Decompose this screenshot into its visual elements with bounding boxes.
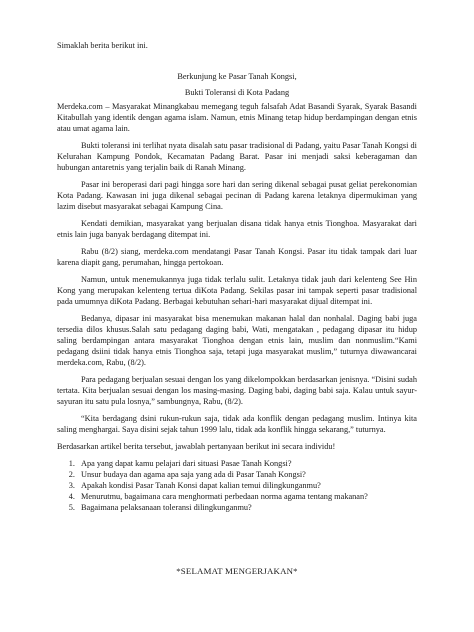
paragraph: Namun, untuk menemukannya juga tidak terlalu sulit. Letaknya tidak jauh dari kelenteng See Hin Kong yang merupakan kelenteng tertua diKota Padang. Sekilas pasar ini tampak seperti pasar tradisional pada umumnya diKota Padang. Berbagai kebutuhan sehari-hari masyarakat dijual ditempat ini.: [57, 275, 417, 306]
question-item: 2. Unsur budaya dan agama apa saja yang ada di Pasar Tanah Kongsi?: [77, 469, 417, 480]
paragraph: Bedanya, dipasar ini masyarakat bisa menemukan makanan halal dan nonhalal. Daging babi juga tersedia dilos khusus.Salah satu pedagang daging babi, Wati, mengatakan , pedagang dipasar itu hidup saling berdampingan antara masyarakat Tionghoa dengan etnis lain, muslim dan nonmuslim.“Kami pedagang dsiini tidak hanya etnis Tionghoa saja, tetapi juga masyarakat muslim,” tuturnya diwawancarai merdeka.com, Rabu, (8/2).: [57, 314, 417, 367]
closing-text: *SELAMAT MENGERJAKAN*: [176, 566, 298, 576]
question-item: 3. Apakah kondisi Pasar Tanah Konsi dapat kalian temui dilingkunganmu?: [77, 480, 417, 491]
question-item: 5. Bagaimana pelaksanaan toleransi dilingkunganmu?: [77, 502, 417, 513]
intro-text: Simaklah berita berikut ini.: [57, 41, 148, 50]
article-body: [57, 101, 417, 513]
paragraph: Pasar ini beroperasi dari pagi hingga sore hari dan sering dikenal sebagai pusat geliat perekonomian Kota Padang. Kawasan ini juga dikenal sebagai pecinan di Padang karena letaknya dipermukiman yang lazim disebut masyarakat sebagai Kampung Cina.: [57, 180, 417, 211]
paragraph: Kendati demikian, masyarakat yang berjualan disana tidak hanya etnis Tionghoa. Masyarakat dari etnis lain juga banyak berdagang ditempat ini.: [57, 219, 417, 239]
paragraph: Bukti toleransi ini terlihat nyata disalah satu pasar tradisional di Padang, yaitu Pasar Tanah Kongsi di Kelurahan Kampung Pondok, Kecamatan Padang Barat. Pasar ini menjadi saksi keberagaman dan hubungan antaretnis yang terjalin baik di Ranah Minang.: [57, 141, 417, 172]
paragraph: Merdeka.com – Masyarakat Minangkabau memegang teguh falsafah Adat Basandi Syarak, Syarak Basandi Kitabullah yang identik dengan agama islam. Namun, etnis Minang tetap hidup berdampingan dengan etnis atau umat agama lain.: [57, 102, 417, 133]
question-list: [57, 458, 417, 513]
paragraph: “Kita berdagang dsini rukun-rukun saja, tidak ada konflik dengan pedagang muslim. Intinya kita saling menghargai. Saya disini sejak tahun 1999 lalu, tidak ada konflik hingga sekarang,” tuturnya.: [57, 414, 417, 434]
question-item: 1. Apa yang dapat kamu pelajari dari situasi Pasae Tanah Kongsi?: [77, 458, 417, 469]
question-item: 4. Menurutmu, bagaimana cara menghormati perbedaan norma agama tentang makanan?: [77, 491, 417, 502]
paragraph: Para pedagang berjualan sesuai dengan los yang dikelompokkan berdasarkan jenisnya. “Disini sudah tertata. Kita berjualan sesuai dengan los masing-masing. Daging babi, daging babi saja. Kalau untuk sayur-sayuran itu satu pula losnya,” sambungnya, Rabu, (8/2).: [57, 375, 417, 406]
instruction-text: Berdasarkan artikel berita tersebut, jawablah pertanyaan berikut ini secara individu!: [57, 442, 336, 451]
article-title-line-2: Bukti Toleransi di Kota Padang: [184, 88, 290, 97]
article-title-line-1: Berkunjung ke Pasar Tanah Kongsi,: [177, 72, 297, 81]
paragraph: Rabu (8/2) siang, merdeka.com mendatangi Pasar Tanah Kongsi. Pasar itu tidak tampak dari luar karena diapit gang, perumahan, hingga pertokoan.: [57, 247, 417, 267]
